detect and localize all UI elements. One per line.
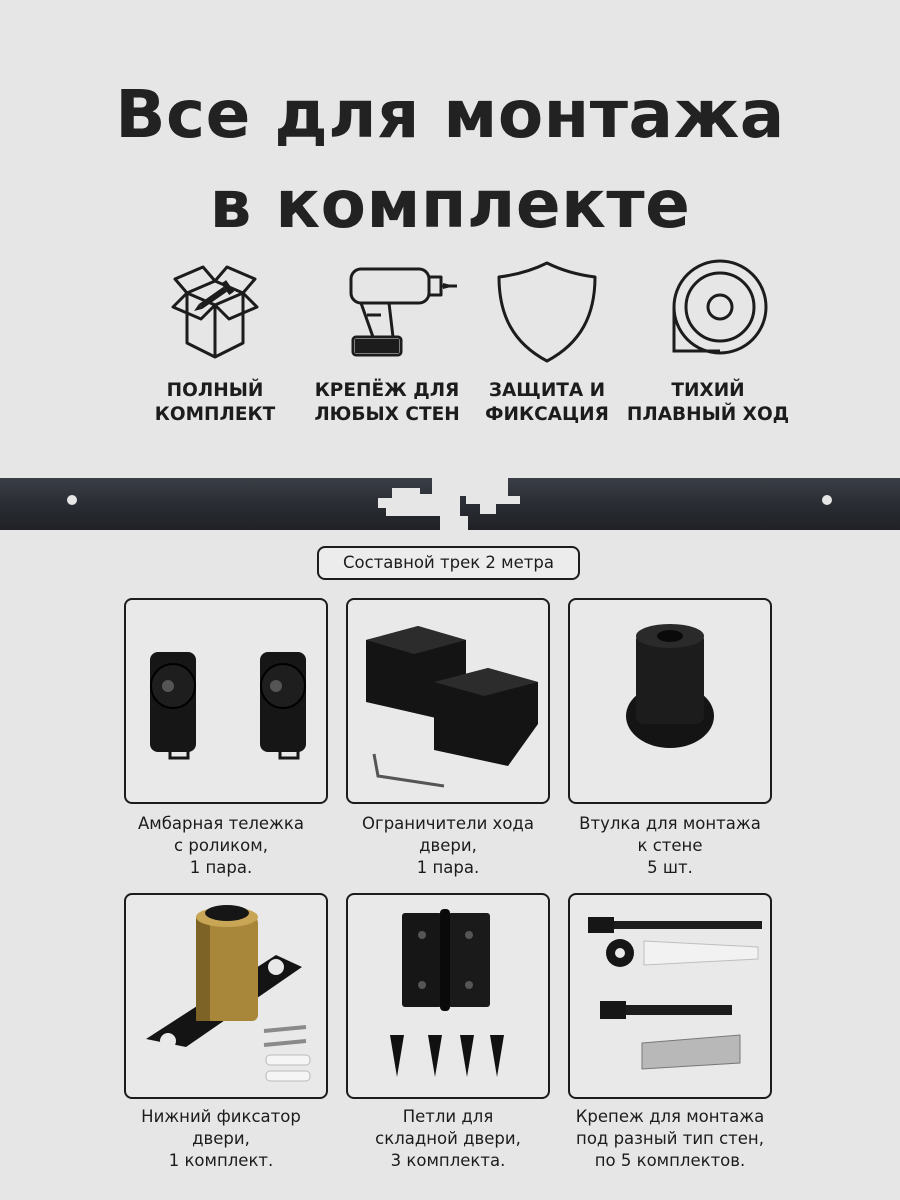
item-card-barn-trolley [124, 598, 328, 804]
feature-label: ЗАЩИТА И ФИКСАЦИЯ [485, 380, 609, 425]
item-card-door-stops [346, 598, 550, 804]
feature-label: ТИХИЙ ПЛАВНЫЙ ХОД [626, 380, 790, 425]
item-card-wall-fasteners [568, 893, 772, 1099]
item-caption: Амбарная тележка с роликом, 1 пара. [138, 814, 304, 877]
feature-protection [457, 255, 637, 427]
box-with-screw-icon [145, 255, 285, 365]
track-label: Составной трек 2 метра [317, 546, 580, 580]
wall-bushing-image [570, 600, 770, 802]
item-caption: Ограничители хода двери, 1 пара. [362, 814, 534, 877]
wall-fasteners-image [570, 895, 770, 1097]
tape-roll-icon [638, 255, 778, 365]
feature-label: КРЕПЁЖ ДЛЯ ЛЮБЫХ СТЕН [314, 380, 460, 425]
item-caption: Петли для складной двери, 3 комплекта. [375, 1107, 521, 1170]
item-caption: Крепеж для монтажа под разный тип стен, по 5 комплектов. [575, 1107, 765, 1170]
barn-trolley-image [126, 600, 326, 802]
feature-label: ПОЛНЫЙ КОМПЛЕКТ [154, 380, 276, 425]
door-stops-image [348, 600, 548, 802]
item-card-wall-bushing [568, 598, 772, 804]
track-rail-image [0, 468, 900, 538]
item-caption: Нижний фиксатор двери, 1 комплект. [141, 1107, 301, 1170]
floor-guide-image [126, 895, 326, 1097]
shield-icon [477, 255, 617, 365]
hinges-image [348, 895, 548, 1097]
item-caption: Втулка для монтажа к стене 5 шт. [579, 814, 761, 877]
feature-full-kit [125, 255, 305, 427]
page-title: Все для монтажа в комплекте [115, 76, 785, 243]
feature-smooth [618, 255, 798, 427]
feature-fasteners [297, 255, 477, 427]
drill-icon [317, 255, 457, 365]
features-row [0, 255, 900, 445]
item-card-hinges [346, 893, 550, 1099]
item-card-floor-guide [124, 893, 328, 1099]
